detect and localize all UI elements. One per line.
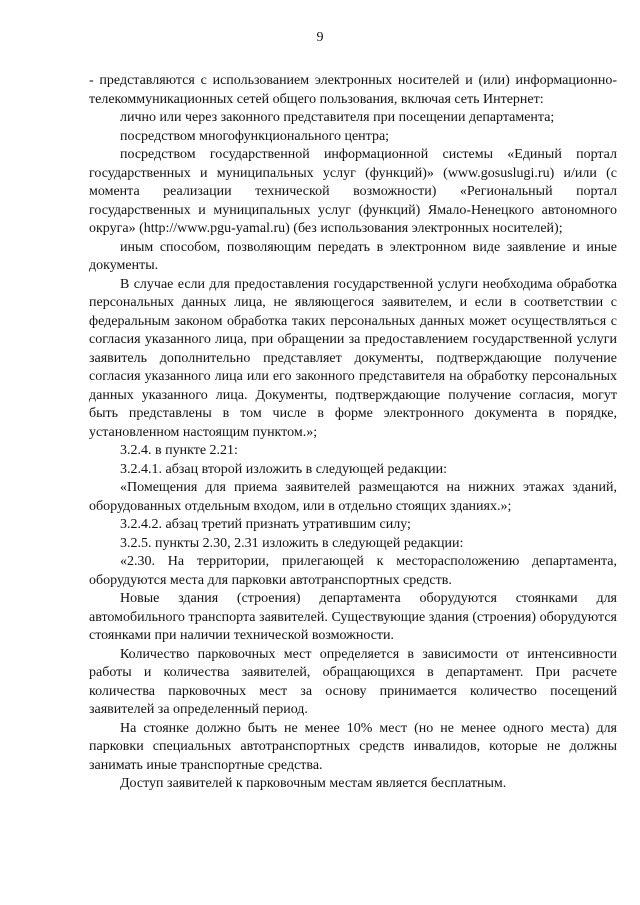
paragraph: посредством государственной информационной системы «Единый портал государственных и муниципальных услуг (функций)» (www.gosuslugi.ru) и/или (с момента реализации технической возможности) «Региональный портал государственных и муниципальных услуг (функций) Ямало-Ненецкого автономного округа» (http://www.pgu-yamal.ru) (без использования электронных носителей); (89, 147, 617, 236)
document-body (89, 72, 617, 794)
paragraph: На стоянке должно быть не менее 10% мест (но не менее одного места) для парковки специальных автотранспортных средств инвалидов, которые не должны занимать иные транспортные средства. (89, 720, 617, 773)
paragraph: - представляются с использованием электронных носителей и (или) информационно-телекоммуникационных сетей общего пользования, включая сеть Интернет: (89, 73, 617, 107)
paragraph: 3.2.4. в пункте 2.21: (120, 443, 238, 458)
paragraph: Доступ заявителей к парковочным местам является бесплатным. (120, 776, 507, 791)
paragraph: 3.2.4.1. абзац второй изложить в следующей редакции: (120, 461, 448, 477)
paragraph: В случае если для предоставления государственной услуги необходима обработка персональных данных лица, не являющегося заявителем, и если в соответствии с федеральным законом обработка таких персональных данных может осуществляться с согласия указанного лица, при обращении за предоставлением государственной услуги заявитель дополнительно представляет документы, подтверждающие получение согласия указанного лица или его законного представителя на обработку персональных данных указанного лица. Документы, подтверждающие получение согласия, могут быть представлены в том числе в форме электронного документа в порядке, установленном настоящим пунктом.»; (89, 276, 617, 440)
paragraph: Количество парковочных мест определяется в зависимости от интенсивности работы и количества заявителей, обращающихся в департамент. При расчете количества парковочных мест за основу принимается количество посещений заявителей за определенный период. (89, 646, 617, 717)
paragraph: «2.30. На территории, прилегающей к месторасположению департамента, оборудуются места для парковки автотранспортных средств. (89, 554, 617, 588)
paragraph: посредством многофункционального центра; (120, 128, 390, 144)
paragraph: 3.2.4.2. абзац третий признать утратившим силу; (120, 517, 411, 532)
paragraph: лично или через законного представителя при посещении департамента; (120, 110, 555, 125)
paragraph: Новые здания (строения) департамента оборудуются стоянками для автомобильного транспорта заявителей. Существующие здания (строения) оборудуются стоянками при наличии технической возможности. (89, 591, 617, 643)
paragraph: иным способом, позволяющим передать в электронном виде заявление и иные документы. (89, 239, 617, 273)
page-number: 9 (316, 30, 324, 45)
paragraph: «Помещения для приема заявителей размещаются на нижних этажах зданий, оборудованных отдельным входом, или в отдельно стоящих зданиях.»; (89, 480, 617, 514)
paragraph: 3.2.5. пункты 2.30, 2.31 изложить в следующей редакции: (120, 535, 464, 551)
